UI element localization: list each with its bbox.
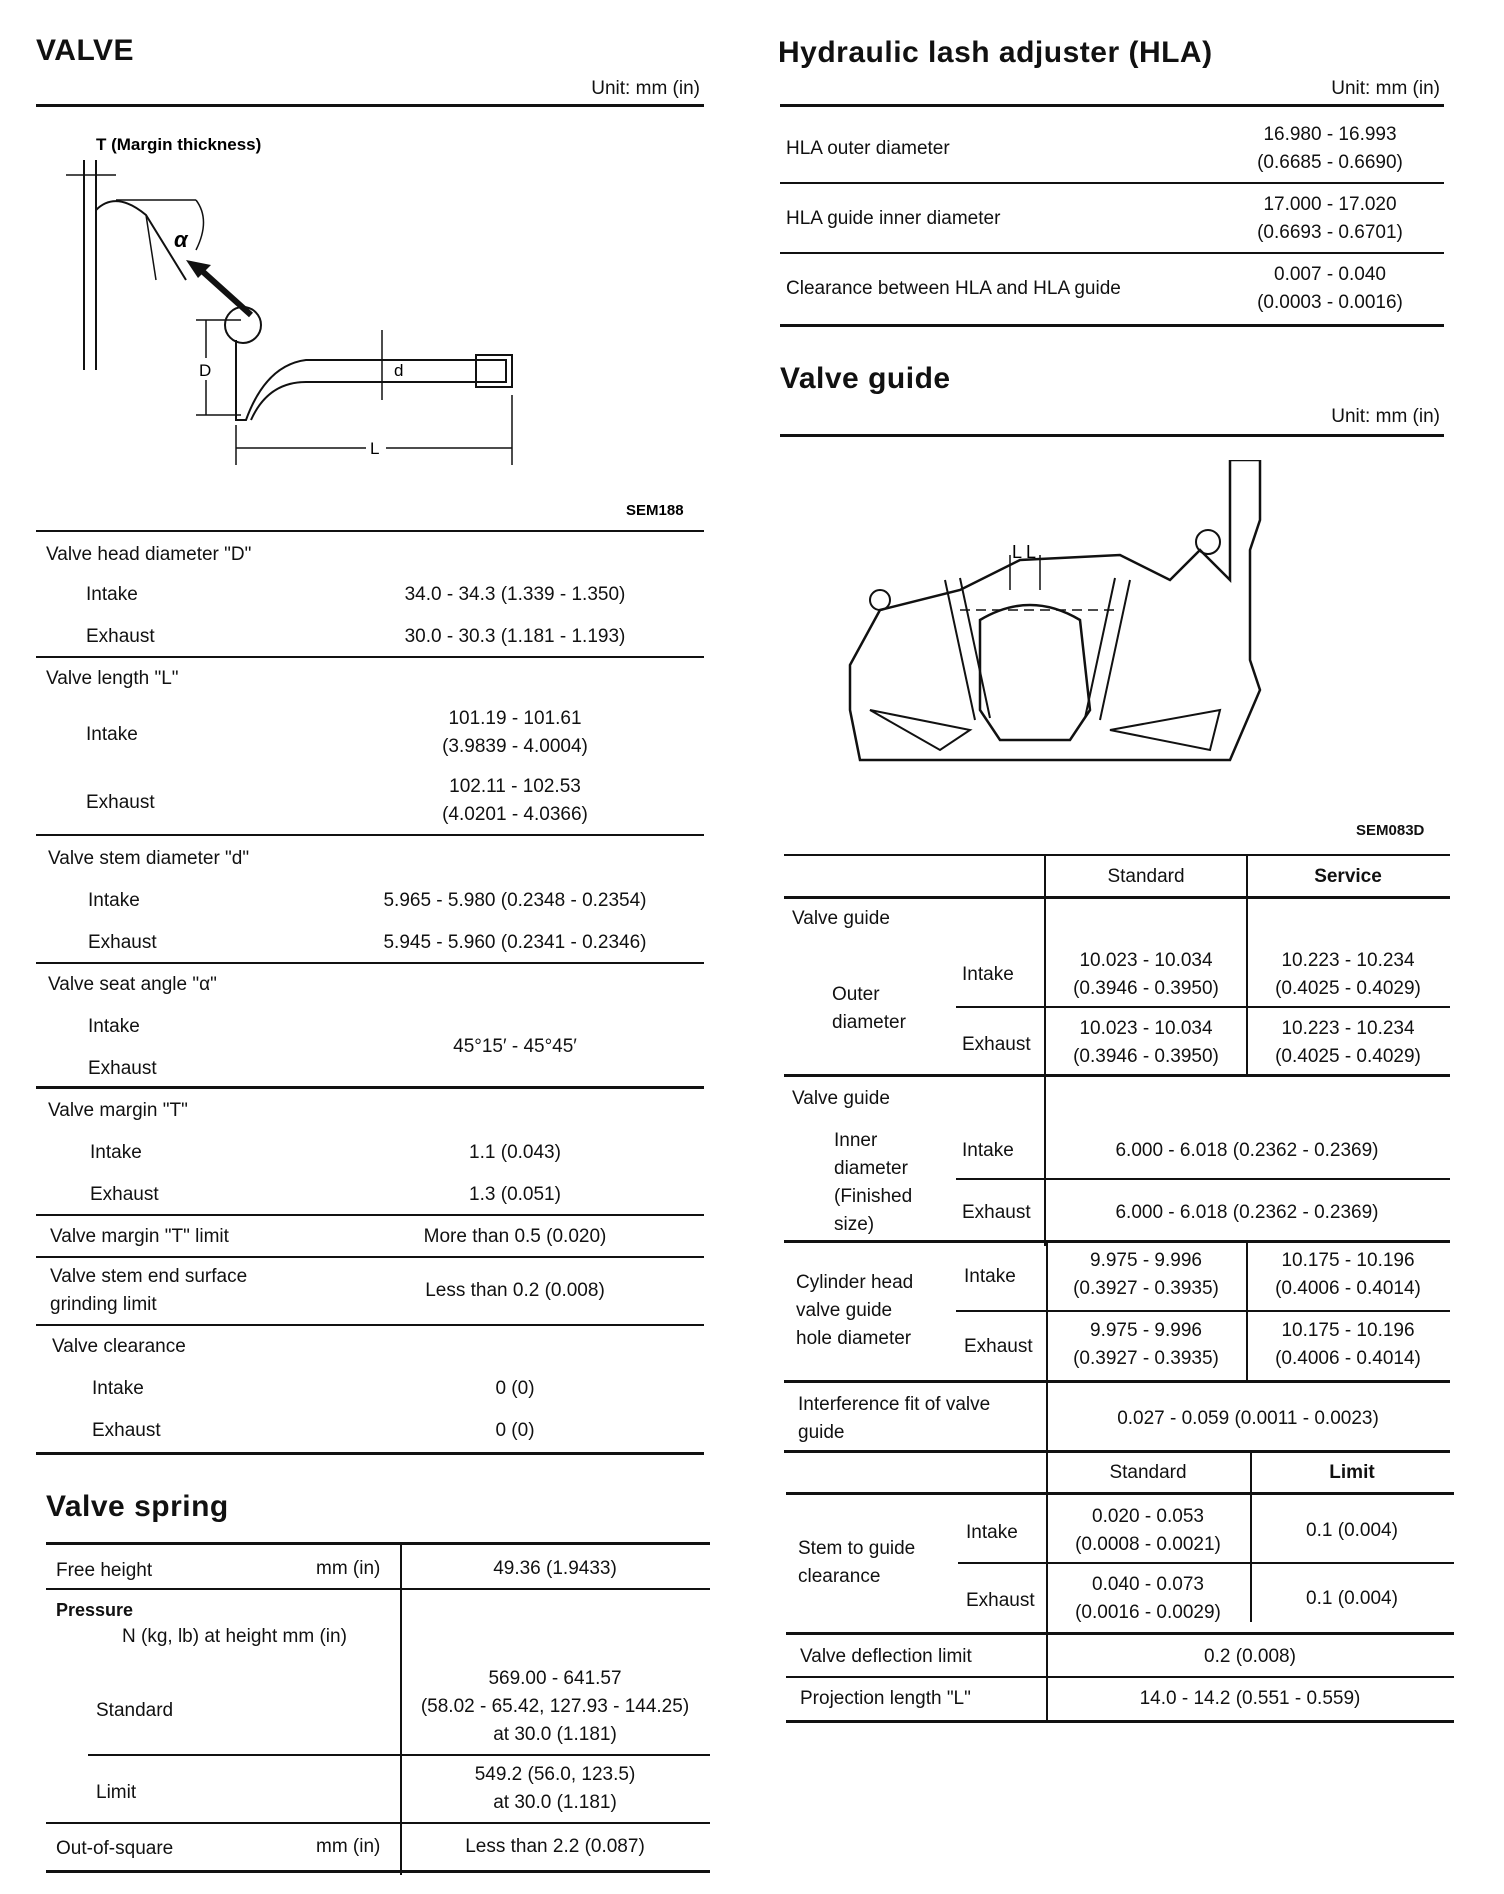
id-intake: Intake — [962, 1140, 1014, 1161]
sep — [88, 1754, 710, 1756]
standard-v1: 569.00 - 641.57 — [488, 1668, 622, 1689]
sep — [956, 1178, 1450, 1180]
interf-value: 0.027 - 0.059 (0.0011 - 0.0023) — [1117, 1408, 1379, 1429]
row-clearance-exhaust: Exhaust — [92, 1420, 161, 1441]
row-stem: Valve stem diameter "d" — [48, 848, 250, 869]
stem-2: clearance — [798, 1566, 881, 1587]
stem-limit-intake: 0.1 (0.004) — [1306, 1520, 1398, 1541]
sep — [36, 1452, 704, 1455]
hole-exhaust: Exhaust — [964, 1336, 1033, 1357]
d-label: d — [394, 361, 404, 380]
inner-4: size) — [834, 1214, 875, 1235]
valve-diagram — [36, 120, 696, 520]
standard-v3: at 30.0 (1.181) — [493, 1724, 617, 1745]
inner-1: Inner — [834, 1130, 878, 1151]
row-seat-intake: Intake — [88, 1016, 140, 1037]
od-svc-exhaust-1: 10.223 - 10.234 — [1281, 1018, 1415, 1039]
proj-label: Projection length "L" — [800, 1688, 971, 1709]
row-length-intake: Intake — [86, 724, 138, 745]
row-margin: Valve margin "T" — [48, 1100, 188, 1121]
hole-svc-intake-1: 10.175 - 10.196 — [1281, 1250, 1415, 1271]
hole-3: hole diameter — [796, 1328, 912, 1349]
deflect-value: 0.2 (0.008) — [1204, 1646, 1296, 1667]
row-length-exhaust: Exhaust — [86, 792, 155, 813]
valve-title: VALVE — [36, 34, 135, 67]
out-of-square-label: Out-of-square — [56, 1838, 174, 1859]
hole-std-exhaust-2: (0.3927 - 0.3935) — [1073, 1348, 1219, 1369]
val-length-intake-1: 101.19 - 101.61 — [448, 708, 582, 729]
val-stem-intake: 5.965 - 5.980 (0.2348 - 0.2354) — [383, 890, 647, 911]
sep — [36, 1086, 704, 1089]
hole-svc-exhaust-2: (0.4006 - 0.4014) — [1275, 1348, 1421, 1369]
stem-1: Stem to guide — [798, 1538, 916, 1559]
sep — [784, 854, 1450, 856]
L-label: L — [370, 439, 380, 458]
stem-ex-1: 0.040 - 0.073 — [1092, 1574, 1204, 1595]
spring-title: Valve spring — [46, 1490, 229, 1523]
sep — [786, 1492, 1454, 1495]
limit-v1: 549.2 (56.0, 123.5) — [474, 1764, 636, 1785]
val-margin-limit: More than 0.5 (0.020) — [423, 1226, 607, 1247]
val-seat: 45°15′ - 45°45′ — [453, 1036, 577, 1057]
hla-guide-label: HLA guide inner diameter — [786, 208, 1001, 229]
stem-in-2: (0.0008 - 0.0021) — [1075, 1534, 1221, 1555]
sep — [784, 1240, 1450, 1243]
stem-ex-2: (0.0016 - 0.0029) — [1075, 1602, 1221, 1623]
od-std-exhaust-2: (0.3946 - 0.3950) — [1073, 1046, 1219, 1067]
inner-2: diameter — [834, 1158, 908, 1179]
guide-unit: Unit: mm (in) — [1331, 406, 1440, 427]
hole-std-exhaust-1: 9.975 - 9.996 — [1090, 1320, 1202, 1341]
interf-1: Interference fit of valve — [798, 1394, 991, 1415]
margin-thickness-label: T (Margin thickness) — [96, 135, 262, 154]
vg-label: Valve guide — [792, 908, 890, 929]
hole-intake: Intake — [964, 1266, 1016, 1287]
od-std-exhaust-1: 10.023 - 10.034 — [1079, 1018, 1213, 1039]
outer-2: diameter — [832, 1012, 906, 1033]
valve-figure-code: SEM188 — [626, 502, 684, 519]
val-margin-exhaust: 1.3 (0.051) — [469, 1184, 561, 1205]
spring-bottom-rule — [46, 1870, 710, 1873]
sep — [784, 896, 1450, 899]
limit-v2: at 30.0 (1.181) — [493, 1792, 617, 1813]
id-value-exhaust: 6.000 - 6.018 (0.2362 - 0.2369) — [1115, 1202, 1379, 1223]
row-clearance: Valve clearance — [52, 1336, 186, 1357]
val-grind: Less than 0.2 (0.008) — [425, 1280, 605, 1301]
sep — [956, 1310, 1450, 1312]
limit-label: Limit — [96, 1782, 137, 1803]
sep — [46, 1588, 710, 1590]
guide-figure-L2: L — [1026, 542, 1037, 562]
hla-guide-v2: (0.6693 - 0.6701) — [1257, 222, 1403, 243]
standard-v2: (58.02 - 65.42, 127.93 - 144.25) — [420, 1696, 690, 1717]
hla-clear-v1: 0.007 - 0.040 — [1274, 264, 1386, 285]
valve-top-rule — [36, 104, 704, 107]
od-exhaust: Exhaust — [962, 1034, 1031, 1055]
sep — [956, 1006, 1450, 1008]
row-grind-2: grinding limit — [50, 1294, 157, 1315]
val-stem-exhaust: 5.945 - 5.960 (0.2341 - 0.2346) — [383, 932, 647, 953]
od-svc-exhaust-2: (0.4025 - 0.4029) — [1275, 1046, 1421, 1067]
row-margin-limit: Valve margin "T" limit — [50, 1226, 229, 1247]
hole-2: valve guide — [796, 1300, 893, 1321]
outer-1: Outer — [832, 984, 880, 1005]
guide-title: Valve guide — [780, 362, 951, 395]
valve-guide-diagram — [840, 460, 1300, 780]
valve-table-top — [36, 530, 704, 532]
sep — [36, 1256, 704, 1258]
out-of-square-value: Less than 2.2 (0.087) — [465, 1836, 645, 1857]
sep — [36, 1324, 704, 1326]
guide-figure-L1: L — [1012, 542, 1023, 562]
od-std-intake-2: (0.3946 - 0.3950) — [1073, 978, 1219, 999]
valve-unit: Unit: mm (in) — [591, 78, 700, 99]
col-standard: Standard — [1107, 866, 1185, 887]
od-std-intake-1: 10.023 - 10.034 — [1079, 950, 1213, 971]
od-svc-intake-1: 10.223 - 10.234 — [1281, 950, 1415, 971]
row-margin-exhaust: Exhaust — [90, 1184, 159, 1205]
sep — [784, 1450, 1450, 1453]
guide-bottom-rule — [786, 1720, 1454, 1723]
col2-limit: Limit — [1329, 1462, 1375, 1483]
pressure-label: Pressure — [56, 1600, 134, 1620]
val-margin-intake: 1.1 (0.043) — [469, 1142, 561, 1163]
row-length: Valve length "L" — [46, 668, 179, 689]
col2-standard: Standard — [1109, 1462, 1187, 1483]
hole-1: Cylinder head — [796, 1272, 914, 1293]
row-margin-intake: Intake — [90, 1142, 142, 1163]
row-grind-1: Valve stem end surface — [50, 1266, 248, 1287]
inner-3: (Finished — [834, 1186, 913, 1207]
sep — [958, 1562, 1454, 1564]
id-exhaust: Exhaust — [962, 1202, 1031, 1223]
sep — [780, 182, 1444, 184]
deflect-label: Valve deflection limit — [800, 1646, 972, 1667]
guide-figure-code: SEM083D — [1356, 822, 1425, 839]
od-intake: Intake — [962, 964, 1014, 985]
alpha-label: α — [174, 227, 188, 252]
od-svc-intake-2: (0.4025 - 0.4029) — [1275, 978, 1421, 999]
sep — [784, 1074, 1450, 1077]
sep — [36, 1214, 704, 1216]
hole-std-intake-2: (0.3927 - 0.3935) — [1073, 1278, 1219, 1299]
stem-exhaust: Exhaust — [966, 1590, 1035, 1611]
val-length-exhaust-1: 102.11 - 102.53 — [449, 776, 581, 797]
stem-in-1: 0.020 - 0.053 — [1092, 1506, 1204, 1527]
sep — [36, 962, 704, 964]
row-seat-exhaust: Exhaust — [88, 1058, 157, 1079]
free-height-unit: mm (in) — [316, 1558, 381, 1579]
hla-outer-label: HLA outer diameter — [786, 138, 950, 159]
hla-clear-v2: (0.0003 - 0.0016) — [1257, 292, 1403, 313]
hla-clear-label: Clearance between HLA and HLA guide — [786, 278, 1121, 299]
val-length-intake-2: (3.9839 - 4.0004) — [442, 736, 588, 757]
spring-top-rule — [46, 1542, 710, 1545]
hla-bottom-rule — [780, 324, 1444, 327]
row-head-intake: Intake — [86, 584, 138, 605]
free-height-label: Free height — [56, 1560, 153, 1581]
row-head-exhaust: Exhaust — [86, 626, 155, 647]
val-clearance-intake: 0 (0) — [495, 1378, 535, 1399]
hla-title: Hydraulic lash adjuster (HLA) — [778, 36, 1213, 69]
hole-std-intake-1: 9.975 - 9.996 — [1090, 1250, 1202, 1271]
sep — [780, 252, 1444, 254]
hla-outer-v1: 16.980 - 16.993 — [1263, 124, 1397, 145]
guide-top-rule — [780, 434, 1444, 437]
row-stem-exhaust: Exhaust — [88, 932, 157, 953]
row-seat: Valve seat angle "α" — [48, 974, 217, 995]
vg-label-2: Valve guide — [792, 1088, 890, 1109]
hla-outer-v2: (0.6685 - 0.6690) — [1257, 152, 1403, 173]
D-label: D — [199, 361, 212, 380]
proj-value: 14.0 - 14.2 (0.551 - 0.559) — [1139, 1688, 1361, 1709]
hla-unit: Unit: mm (in) — [1331, 78, 1440, 99]
stem-intake: Intake — [966, 1522, 1018, 1543]
val-head-exhaust: 30.0 - 30.3 (1.181 - 1.193) — [404, 626, 626, 647]
hla-top-rule — [780, 104, 1444, 107]
out-of-square-unit: mm (in) — [316, 1836, 381, 1857]
sep — [786, 1676, 1454, 1678]
sep — [786, 1632, 1454, 1635]
sep — [784, 1380, 1450, 1383]
sep — [36, 656, 704, 658]
interf-2: guide — [798, 1422, 845, 1443]
id-value-intake: 6.000 - 6.018 (0.2362 - 0.2369) — [1115, 1140, 1379, 1161]
row-clearance-intake: Intake — [92, 1378, 144, 1399]
hla-guide-v1: 17.000 - 17.020 — [1263, 194, 1397, 215]
sep — [36, 834, 704, 836]
hole-svc-intake-2: (0.4006 - 0.4014) — [1275, 1278, 1421, 1299]
val-length-exhaust-2: (4.0201 - 4.0366) — [442, 804, 588, 825]
hole-svc-exhaust-1: 10.175 - 10.196 — [1281, 1320, 1415, 1341]
stem-limit-exhaust: 0.1 (0.004) — [1306, 1588, 1398, 1609]
row-stem-intake: Intake — [88, 890, 140, 911]
row-head-diameter: Valve head diameter "D" — [46, 544, 252, 565]
free-height-value: 49.36 (1.9433) — [493, 1558, 617, 1579]
val-head-intake: 34.0 - 34.3 (1.339 - 1.350) — [404, 584, 626, 605]
col-service: Service — [1314, 866, 1382, 887]
standard-label: Standard — [96, 1700, 174, 1721]
pressure-sub: N (kg, lb) at height mm (in) — [122, 1626, 347, 1647]
sep — [46, 1822, 710, 1824]
val-clearance-exhaust: 0 (0) — [495, 1420, 535, 1441]
